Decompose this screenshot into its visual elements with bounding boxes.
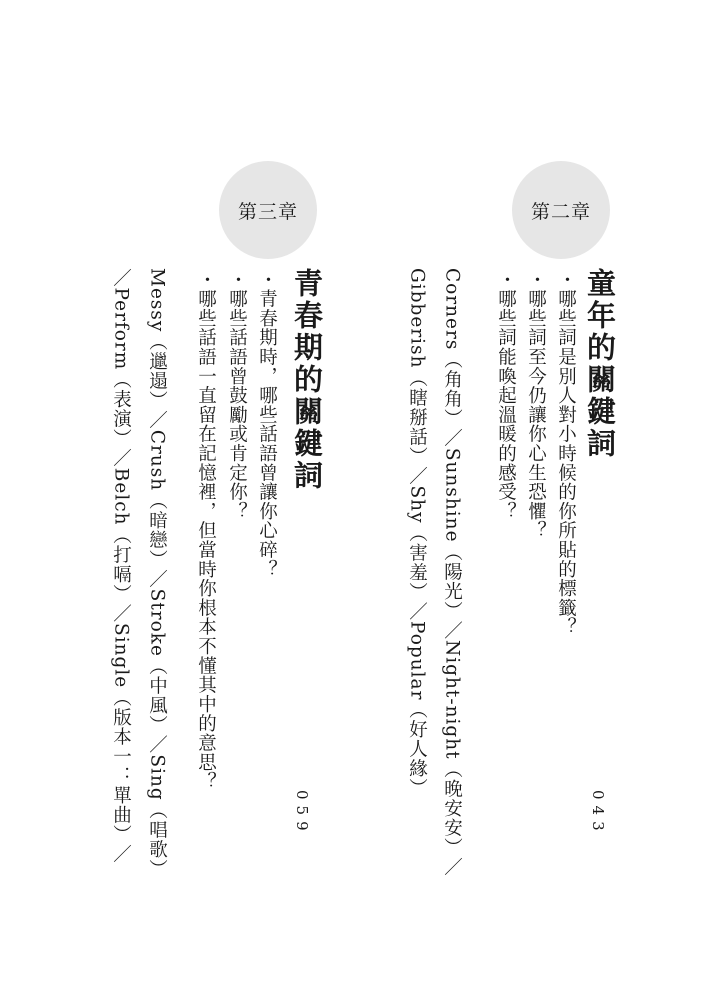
chapter3-keywords-line-1: Messy（邋遢）／Crush（暗戀）／Stroke（中風）／Sing（唱歌） xyxy=(146,268,168,879)
chapter2-question-3: ・哪些詞能喚起溫暖的感受？ xyxy=(495,270,517,521)
chapter2-keywords-line-2: Gibberish（瞎掰話）／Shy（害羞）／Popular（好人緣） xyxy=(406,268,428,798)
chapter3-page-number: 059 xyxy=(293,790,311,837)
chapter3-question-2: ・哪些話語曾鼓勵或肯定你？ xyxy=(226,270,248,521)
chapter2-page-number: 043 xyxy=(589,790,607,837)
chapter3-badge-label: 第三章 xyxy=(237,200,298,223)
chapter3-title: 青春期的關鍵詞 xyxy=(290,268,324,492)
chapter3-question-1: ・青春期時，哪些話語曾讓你心碎？ xyxy=(256,270,278,579)
chapter2-title: 童年的關鍵詞 xyxy=(583,268,617,460)
chapter2-badge xyxy=(512,161,610,259)
chapter3-keywords-line-2: ／Perform（表演）／Belch（打嗝）／Single（版本一：單曲）／ xyxy=(110,268,132,864)
chapter2-badge-label: 第二章 xyxy=(530,200,591,223)
chapter2-question-1: ・哪些詞是別人對小時候的你所貼的標籤？ xyxy=(555,270,577,637)
chapter2-keywords-line-1: Corners（角角）／Sunshine（陽光）／Night-night（晚安安）／ xyxy=(441,268,463,877)
chapter2-question-2: ・哪些詞至今仍讓你心生恐懼？ xyxy=(525,270,547,541)
chapter3-question-3: ・哪些話語一直留在記憶裡，但當時你根本不懂其中的意思？ xyxy=(195,270,217,792)
chapter3-badge xyxy=(219,161,317,259)
